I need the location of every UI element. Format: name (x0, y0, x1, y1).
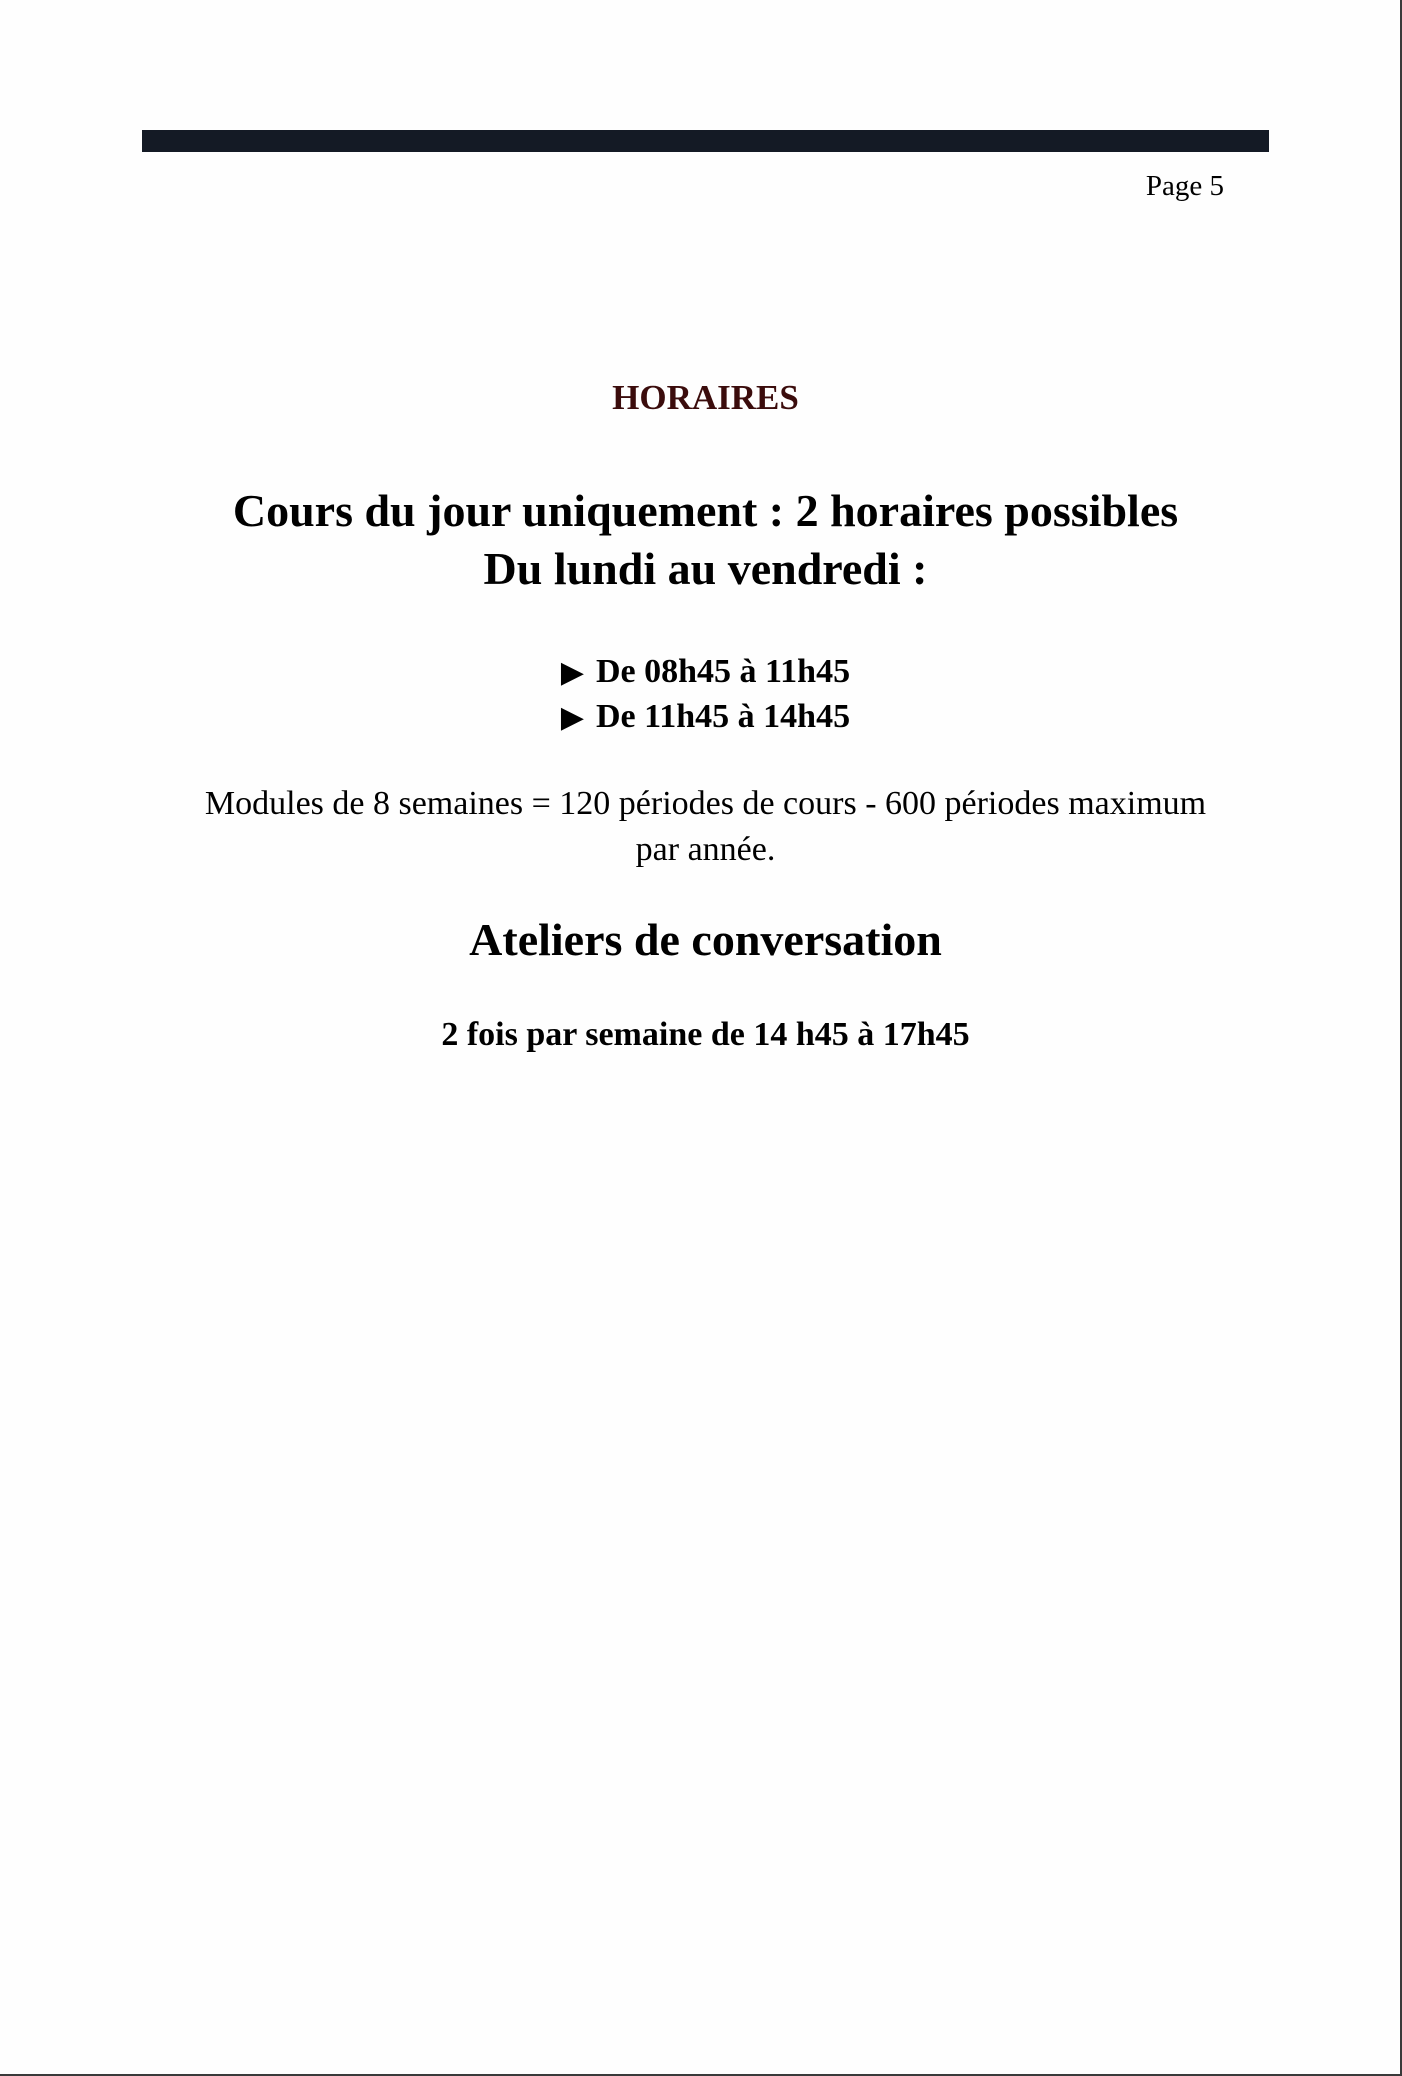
schedule-item-text: De 11h45 à 14h45 (595, 698, 851, 735)
conversation-schedule: 2 fois par semaine de 14 h45 à 17h45 (441, 1016, 970, 1053)
modules-text: Modules de 8 semaines = 120 périodes de cours - 600 périodes maximum par année. (204, 785, 1207, 868)
schedule-item (142, 695, 1269, 740)
schedule-item (142, 650, 1269, 695)
headline-line-2: Du lundi au vendredi : (483, 543, 928, 594)
headline (142, 482, 1269, 598)
headline-line-1: Cours du jour uniquement : 2 horaires possibles (232, 485, 1179, 536)
right-triangle-icon: ▶ (560, 701, 584, 734)
conversation-heading: Ateliers de conversation (469, 914, 942, 965)
section-title: HORAIRES (612, 378, 799, 417)
page-number: Page 5 (1145, 170, 1224, 202)
page-content (142, 374, 1269, 1057)
right-triangle-icon: ▶ (560, 656, 584, 689)
schedule-list (142, 650, 1269, 740)
header-bar (142, 130, 1269, 152)
schedule-item-text: De 08h45 à 11h45 (595, 653, 851, 690)
